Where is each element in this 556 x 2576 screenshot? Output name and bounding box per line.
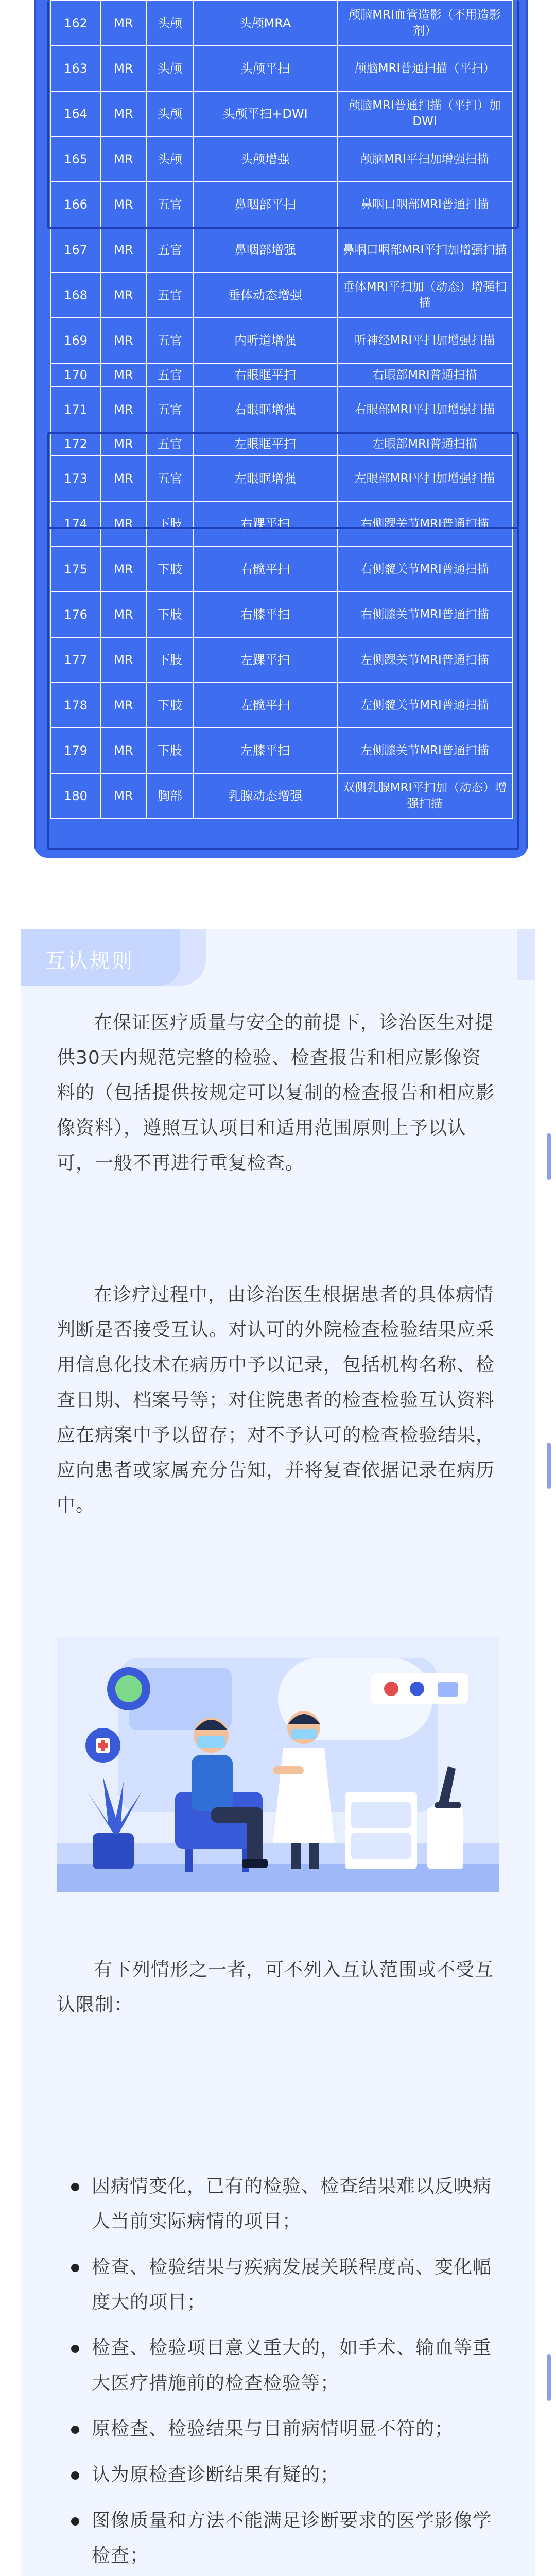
table-row <box>51 273 512 318</box>
cell-number: 171 <box>51 387 100 432</box>
cell-exam-description: 垂体MRI平扫加（动态）增强扫描 <box>337 273 512 318</box>
cell-number: 179 <box>51 728 100 773</box>
cell-number: 170 <box>51 363 100 387</box>
section-title: 互认规则 <box>45 949 134 973</box>
paragraph-exceptions-intro: 有下列情形之一者，可不列入互认范围或不受互认限制： <box>57 1959 494 2015</box>
cell-number: 177 <box>51 637 100 683</box>
section-title-tag <box>21 929 206 986</box>
cell-number: 176 <box>51 592 100 637</box>
cell-modality: MR <box>100 637 147 683</box>
cell-modality: MR <box>100 182 147 227</box>
cell-body-part: 头颅 <box>147 1 193 46</box>
cell-exam-item: 乳腺动态增强 <box>193 773 337 819</box>
cell-exam-item: 左髋平扫 <box>193 683 337 728</box>
cell-modality: MR <box>100 683 147 728</box>
cell-exam-description: 右侧膝关节MRI普通扫描 <box>337 592 512 637</box>
cell-exam-item: 头颅平扫 <box>193 46 337 91</box>
cell-body-part: 五官 <box>147 363 193 387</box>
corner-decoration-top <box>517 929 535 980</box>
cell-modality: MR <box>100 501 147 547</box>
cell-body-part: 下肢 <box>147 683 193 728</box>
exception-list-item: 认为原检查诊断结果有疑的； <box>67 2458 499 2493</box>
cell-exam-description: 颅脑MRI血管造影（不用造影剂） <box>337 1 512 46</box>
doctor-patient-scene-image <box>57 1637 499 1892</box>
table-row <box>51 318 512 363</box>
cell-exam-description: 颅脑MRI平扫加增强扫描 <box>337 137 512 182</box>
cell-body-part: 五官 <box>147 432 193 456</box>
table-row <box>51 182 512 227</box>
exception-list-item: 原检查、检验结果与目前病情明显不符的； <box>67 2412 499 2447</box>
table-row <box>51 137 512 182</box>
table-row <box>51 227 512 273</box>
table-row <box>51 1 512 46</box>
cell-number: 172 <box>51 432 100 456</box>
cell-number: 164 <box>51 91 100 137</box>
cell-body-part: 五官 <box>147 456 193 501</box>
cell-modality: MR <box>100 1 147 46</box>
cell-exam-item: 垂体动态增强 <box>193 273 337 318</box>
exception-list <box>67 2169 499 2576</box>
cell-exam-item: 左眼眶增强 <box>193 456 337 501</box>
cell-exam-description: 左眼部MRI普通扫描 <box>337 432 512 456</box>
cell-number: 178 <box>51 683 100 728</box>
cell-modality: MR <box>100 592 147 637</box>
table-row <box>51 592 512 637</box>
cell-exam-item: 鼻咽部增强 <box>193 227 337 273</box>
cell-exam-description: 颅脑MRI普通扫描（平扫）加DWI <box>337 91 512 137</box>
cell-number: 169 <box>51 318 100 363</box>
cell-body-part: 五官 <box>147 182 193 227</box>
table-row <box>51 363 512 387</box>
cell-number: 165 <box>51 137 100 182</box>
paragraph-diagnosis-process: 在诊疗过程中，由诊治医生根据患者的具体病情判断是否接受互认。对认可的外院检查检验结果应采用信息化技术在病历中予以记录，包括机构名称、检查日期、档案号等；对住院患者的检查检验互认资料应在病案中予以留存；对不予认可的检查检验结果，应向患者或家属充分告知，并将复查依据记录在病历中。 <box>57 1284 495 1516</box>
cell-exam-item: 左踝平扫 <box>193 637 337 683</box>
exception-list-item: 检查、检验结果与疾病发展关联程度高、变化幅度大的项目； <box>67 2250 499 2320</box>
table-row <box>51 501 512 547</box>
cell-body-part: 五官 <box>147 387 193 432</box>
cell-modality: MR <box>100 456 147 501</box>
cell-exam-item: 右踝平扫 <box>193 501 337 547</box>
cell-number: 168 <box>51 273 100 318</box>
cell-exam-item: 头颅平扫+DWI <box>193 91 337 137</box>
table-row <box>51 456 512 501</box>
exam-table <box>50 0 513 819</box>
cell-modality: MR <box>100 547 147 592</box>
paragraph-mutual-recognition: 在保证医疗质量与安全的前提下，诊治医生对提供30天内规范完整的检验、检查报告和相应影像资料的（包括提供按规定可以复制的检查报告和相应影像资料），遵照互认项目和适用范围原则上予以认可，一般不再进行重复检查。 <box>57 1012 495 1174</box>
side-accent-bar-2 <box>547 1443 551 1489</box>
cell-exam-item: 右膝平扫 <box>193 592 337 637</box>
cell-body-part: 五官 <box>147 318 193 363</box>
cell-exam-item: 右眼眶平扫 <box>193 363 337 387</box>
table-row <box>51 773 512 819</box>
table-row <box>51 728 512 773</box>
table-row <box>51 637 512 683</box>
cell-body-part: 下肢 <box>147 501 193 547</box>
cell-body-part: 头颅 <box>147 46 193 91</box>
cell-body-part: 胸部 <box>147 773 193 819</box>
table-row <box>51 432 512 456</box>
cell-modality: MR <box>100 227 147 273</box>
cell-modality: MR <box>100 363 147 387</box>
cell-modality: MR <box>100 46 147 91</box>
cell-exam-description: 左侧膝关节MRI普通扫描 <box>337 728 512 773</box>
cell-exam-description: 右眼部MRI平扫加增强扫描 <box>337 387 512 432</box>
cell-exam-description: 颅脑MRI普通扫描（平扫） <box>337 46 512 91</box>
cell-exam-description: 双侧乳腺MRI平扫加（动态）增强扫描 <box>337 773 512 819</box>
cell-modality: MR <box>100 728 147 773</box>
cell-body-part: 下肢 <box>147 637 193 683</box>
exam-table-body <box>51 1 512 819</box>
cell-modality: MR <box>100 318 147 363</box>
cell-modality: MR <box>100 432 147 456</box>
exception-list-item: 因病情变化，已有的检验、检查结果难以反映病人当前实际病情的项目； <box>67 2169 499 2239</box>
medical-illustration <box>57 1637 499 1892</box>
side-accent-bar-1 <box>547 1133 551 1180</box>
cell-exam-description: 听神经MRI平扫加增强扫描 <box>337 318 512 363</box>
cell-number: 162 <box>51 1 100 46</box>
cell-number: 175 <box>51 547 100 592</box>
side-accent-bar-3 <box>547 2354 551 2401</box>
cell-exam-description: 左眼部MRI平扫加增强扫描 <box>337 456 512 501</box>
cell-number: 173 <box>51 456 100 501</box>
cell-number: 163 <box>51 46 100 91</box>
table-row <box>51 91 512 137</box>
cell-exam-description: 左侧髋关节MRI普通扫描 <box>337 683 512 728</box>
cell-exam-item: 鼻咽部平扫 <box>193 182 337 227</box>
cell-modality: MR <box>100 773 147 819</box>
cell-exam-item: 左眼眶平扫 <box>193 432 337 456</box>
cell-body-part: 头颅 <box>147 91 193 137</box>
cell-exam-item: 左膝平扫 <box>193 728 337 773</box>
cell-exam-description: 左侧踝关节MRI普通扫描 <box>337 637 512 683</box>
cell-body-part: 五官 <box>147 273 193 318</box>
exception-list-item: 检查、检验项目意义重大的，如手术、输血等重大医疗措施前的检查检验等； <box>67 2331 499 2401</box>
cell-body-part: 头颅 <box>147 137 193 182</box>
table-row <box>51 683 512 728</box>
cell-exam-item: 右眼眶增强 <box>193 387 337 432</box>
cell-exam-description: 右侧髋关节MRI普通扫描 <box>337 547 512 592</box>
table-row <box>51 46 512 91</box>
cell-number: 167 <box>51 227 100 273</box>
cell-number: 180 <box>51 773 100 819</box>
cell-exam-item: 头颅MRA <box>193 1 337 46</box>
cell-exam-description: 鼻咽口咽部MRI普通扫描 <box>337 182 512 227</box>
cell-exam-description: 鼻咽口咽部MRI平扫加增强扫描 <box>337 227 512 273</box>
table-row <box>51 387 512 432</box>
cell-body-part: 下肢 <box>147 728 193 773</box>
cell-exam-item: 内听道增强 <box>193 318 337 363</box>
exam-table-card <box>34 0 528 858</box>
cell-exam-description: 右侧踝关节MRI普通扫描 <box>337 501 512 547</box>
cell-body-part: 五官 <box>147 227 193 273</box>
cell-number: 174 <box>51 501 100 547</box>
exception-list-item: 图像质量和方法不能满足诊断要求的医学影像学检查； <box>67 2503 499 2573</box>
cell-exam-item: 右髋平扫 <box>193 547 337 592</box>
cell-exam-description: 右眼部MRI普通扫描 <box>337 363 512 387</box>
cell-modality: MR <box>100 387 147 432</box>
cell-body-part: 下肢 <box>147 547 193 592</box>
cell-modality: MR <box>100 91 147 137</box>
cell-body-part: 下肢 <box>147 592 193 637</box>
cell-exam-item: 头颅增强 <box>193 137 337 182</box>
cell-modality: MR <box>100 137 147 182</box>
cell-modality: MR <box>100 273 147 318</box>
table-row <box>51 547 512 592</box>
cell-number: 166 <box>51 182 100 227</box>
